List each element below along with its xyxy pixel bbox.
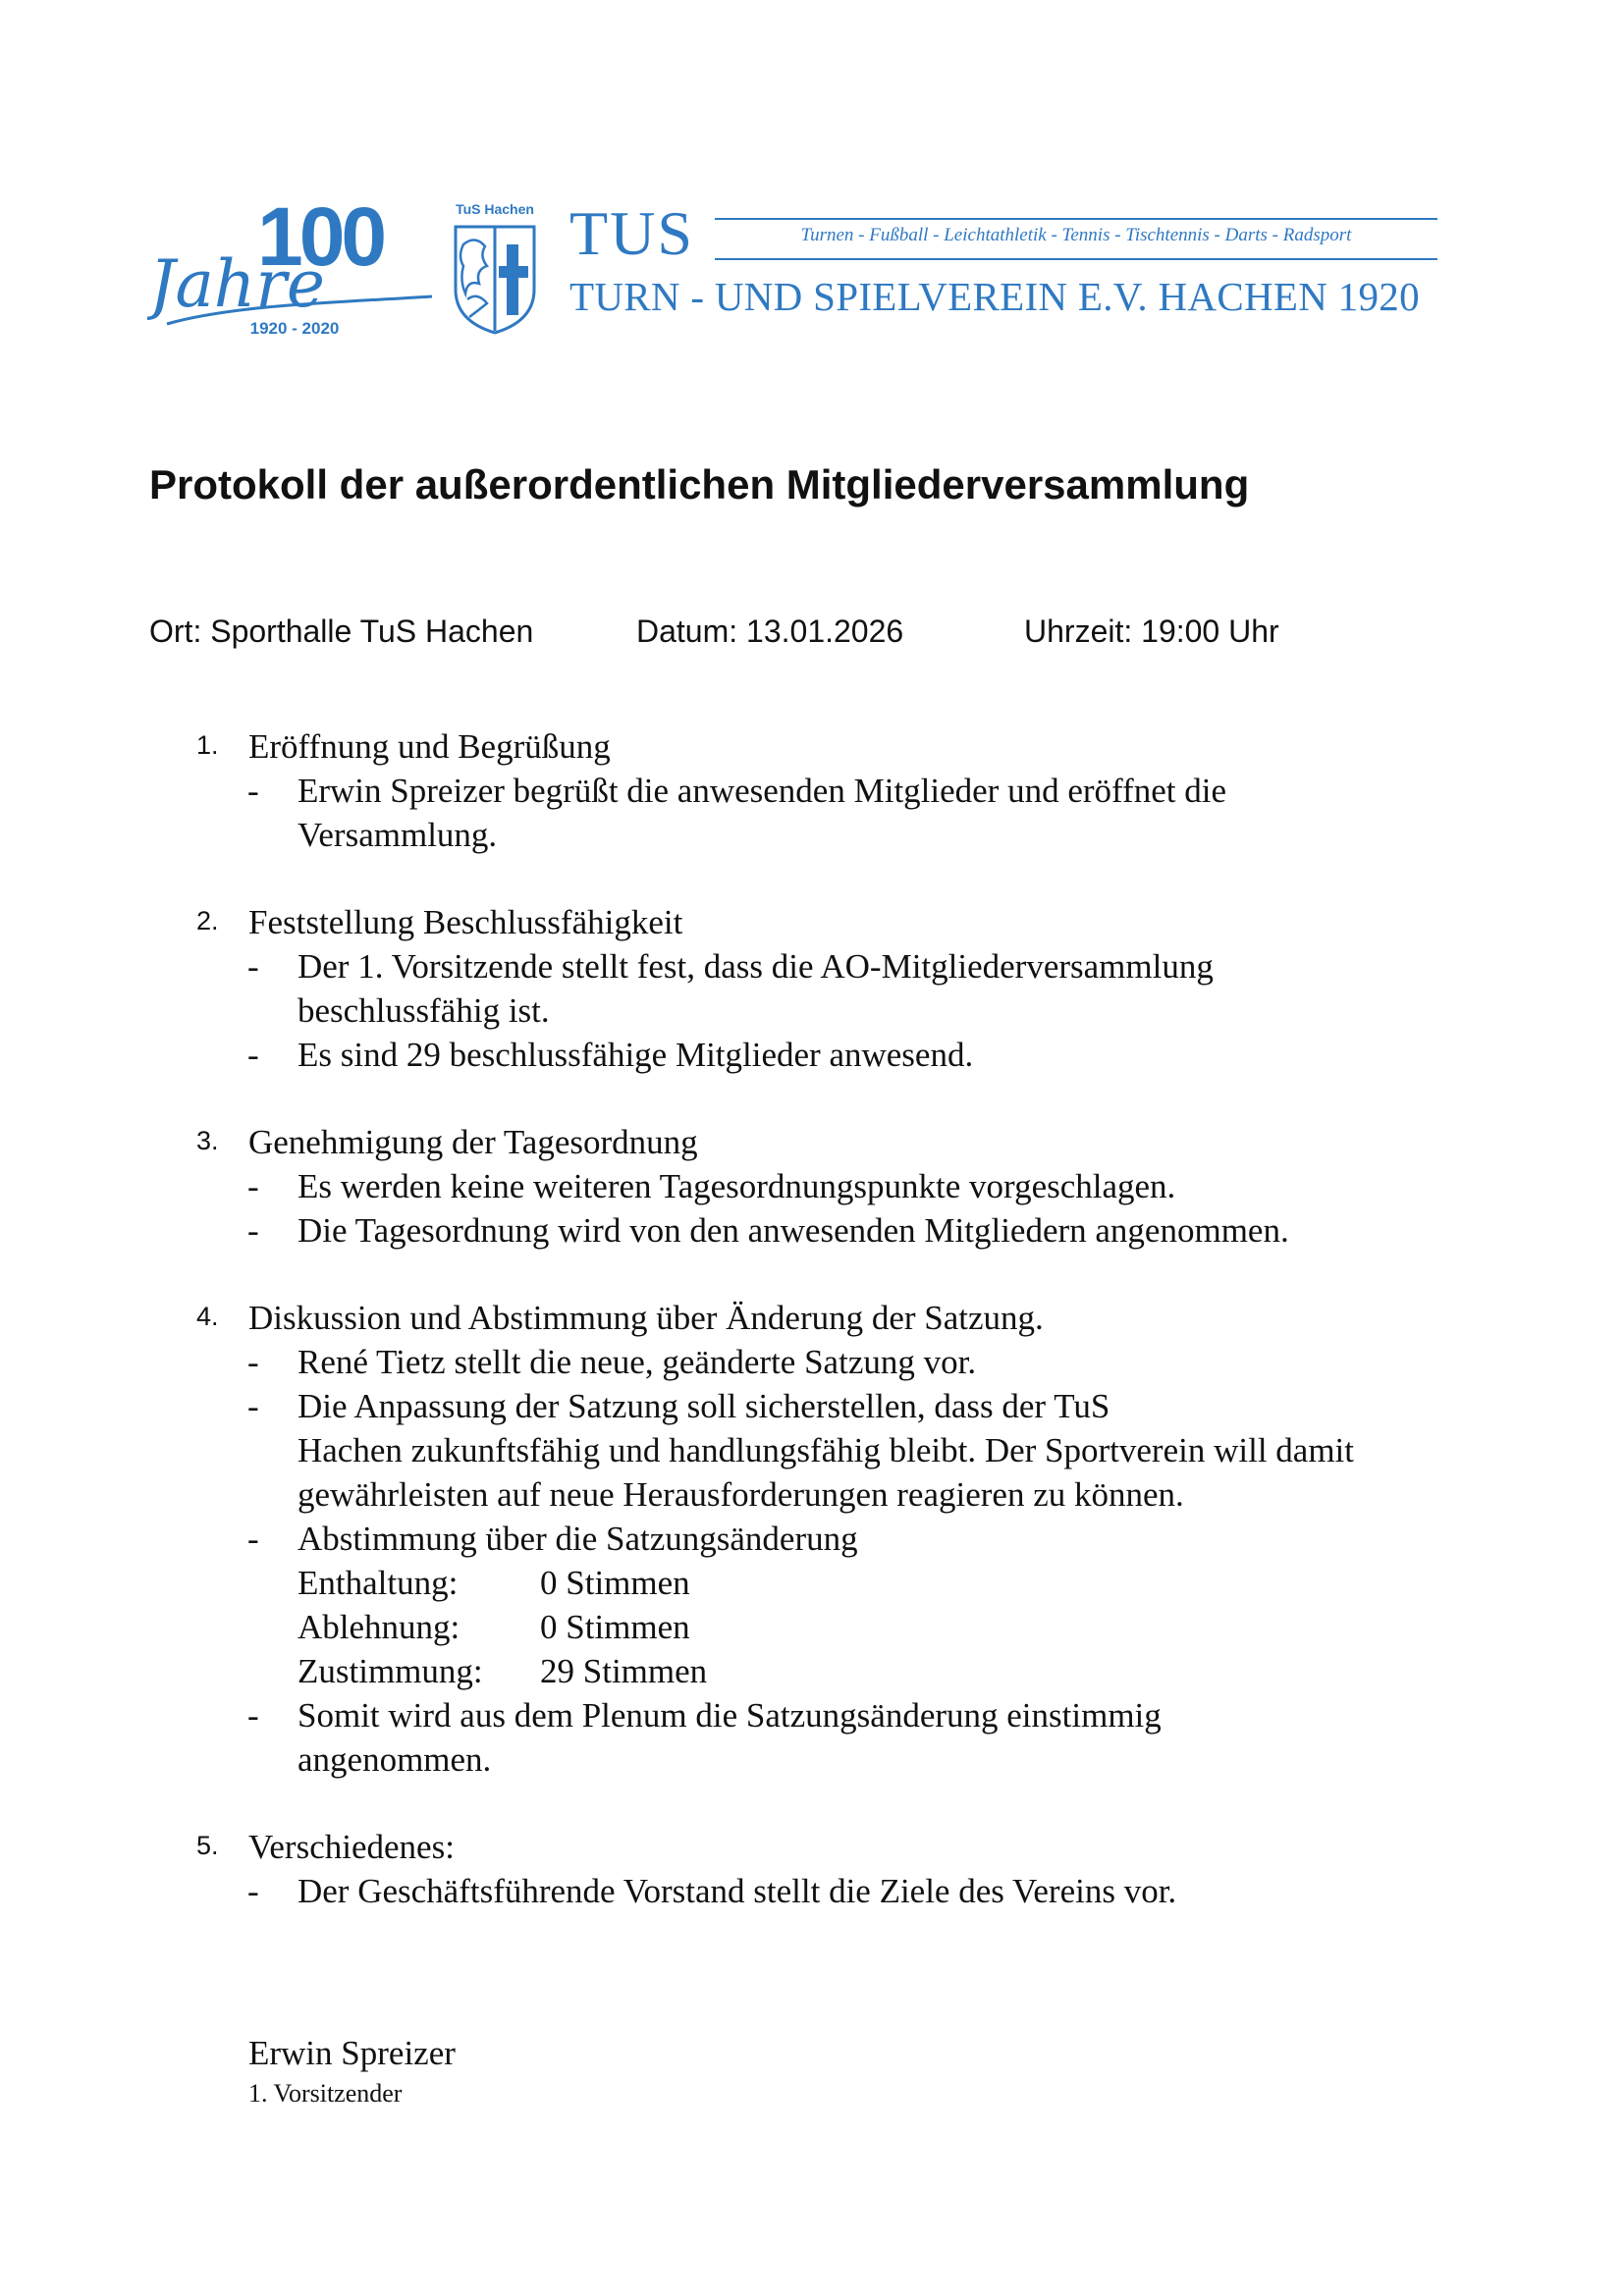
bullet-point	[0, 1384, 1624, 1517]
bullet-line: angenommen.	[298, 1740, 492, 1779]
agenda-item-title: Eröffnung und Begrüßung	[248, 727, 611, 766]
club-crest-icon	[450, 201, 540, 337]
club-full-name: TURN - UND SPIELVEREIN E.V. HACHEN 1920	[569, 274, 1420, 319]
bullet-point	[0, 1033, 1624, 1077]
bullet-point	[0, 1693, 1624, 1782]
agenda-item-title: Diskussion und Abstimmung über Änderung der Satzung.	[248, 1299, 1044, 1337]
header-rule-top	[715, 218, 1437, 220]
vote-value: 0 Stimmen	[540, 1608, 690, 1646]
bullet-line: Es sind 29 beschlussfähige Mitglieder anwesend.	[298, 1036, 974, 1074]
bullet-dash: -	[247, 772, 259, 810]
bullet-line: Die Anpassung der Satzung soll sicherstellen, dass der TuS	[298, 1387, 1110, 1425]
bullet-line: Somit wird aus dem Plenum die Satzungsänderung einstimmig	[298, 1696, 1162, 1735]
logo-number: 100	[257, 190, 384, 283]
bullet-dash: -	[247, 947, 259, 986]
bullet-dash: -	[247, 1696, 259, 1735]
agenda-item	[0, 900, 1624, 1077]
agenda-item	[0, 1120, 1624, 1253]
sports-list: Turnen - Fußball - Leichtathletik - Tennis - Tischtennis - Darts - Radsport	[800, 225, 1352, 245]
bullet-dash: -	[247, 1387, 259, 1425]
bullet-point	[0, 1164, 1624, 1208]
bullet-dash: -	[247, 1872, 259, 1910]
anniversary-logo	[147, 187, 442, 344]
bullet-line: Die Tagesordnung wird von den anwesenden Mitgliedern angenommen.	[298, 1211, 1289, 1250]
bullet-point	[0, 1869, 1624, 1913]
bullet-line: Der 1. Vorsitzende stellt fest, dass die AO-Mitgliederversammlung	[298, 947, 1214, 986]
meta-time: Uhrzeit: 19:00 Uhr	[1024, 614, 1279, 649]
bullet-dash: -	[247, 1211, 259, 1250]
bullet-line: Hachen zukunftsfähig und handlungsfähig bleibt. Der Sportverein will damit	[298, 1431, 1354, 1469]
agenda-item-title: Verschiedenes:	[248, 1828, 455, 1866]
agenda-item-title: Feststellung Beschlussfähigkeit	[248, 903, 683, 941]
logo-years: 1920 - 2020	[249, 319, 340, 338]
bullet-line: René Tietz stellt die neue, geänderte Satzung vor.	[298, 1343, 977, 1381]
bullet-point	[0, 769, 1624, 857]
signature-role: 1. Vorsitzender	[248, 2079, 403, 2108]
bullet-line: Es werden keine weiteren Tagesordnungspunkte vorgeschlagen.	[298, 1167, 1176, 1205]
logo-script: Jahre	[149, 246, 325, 322]
bullet-dash: -	[247, 1167, 259, 1205]
agenda-item	[0, 1825, 1624, 1913]
agenda-item-number: 5.	[196, 1831, 219, 1860]
bullet-line: Erwin Spreizer begrüßt die anwesenden Mitglieder und eröffnet die	[298, 772, 1226, 810]
meta-location: Ort: Sporthalle TuS Hachen	[149, 614, 534, 649]
meta-date: Datum: 13.01.2026	[636, 614, 904, 649]
vote-row-rejection	[298, 1605, 1486, 1649]
bullet-dash: -	[247, 1343, 259, 1381]
header-rule-bottom	[715, 258, 1437, 260]
signature-name: Erwin Spreizer	[248, 2034, 456, 2072]
vote-label: Enthaltung:	[298, 1564, 459, 1602]
bullet-dash: -	[247, 1036, 259, 1074]
agenda-item-number: 1.	[196, 730, 219, 760]
agenda-item-number: 4.	[196, 1302, 219, 1331]
bullet-dash: -	[247, 1520, 259, 1558]
agenda-item-title: Genehmigung der Tagesordnung	[248, 1123, 698, 1161]
agenda-list	[0, 724, 1624, 1956]
vote-row-abstention	[298, 1561, 1486, 1605]
bullet-line: Der Geschäftsführende Vorstand stellt die Ziele des Vereins vor.	[298, 1872, 1177, 1910]
vote-value: 0 Stimmen	[540, 1564, 690, 1602]
bullet-point	[0, 944, 1624, 1033]
bullet-point	[0, 1340, 1624, 1384]
bullet-line: gewährleisten auf neue Herausforderungen reagieren zu können.	[298, 1475, 1184, 1514]
bullet-point	[0, 1208, 1624, 1253]
agenda-item	[0, 724, 1624, 857]
document-title: Protokoll der außerordentlichen Mitgliederversammlung	[149, 461, 1250, 507]
agenda-item-number: 2.	[196, 906, 219, 935]
vote-value: 29 Stimmen	[540, 1652, 708, 1690]
crest-caption: TuS Hachen	[456, 201, 534, 217]
vote-label: Zustimmung:	[298, 1652, 483, 1690]
bullet-line: Versammlung.	[298, 816, 498, 854]
bullet-point	[0, 1517, 1624, 1693]
agenda-item-number: 3.	[196, 1126, 219, 1155]
bullet-line: Abstimmung über die Satzungsänderung	[298, 1520, 858, 1558]
vote-row-approval	[298, 1649, 1486, 1693]
bullet-line: beschlussfähig ist.	[298, 991, 550, 1030]
club-short-name: TUS	[569, 198, 694, 268]
agenda-item	[0, 1296, 1624, 1782]
vote-label: Ablehnung:	[298, 1608, 460, 1646]
